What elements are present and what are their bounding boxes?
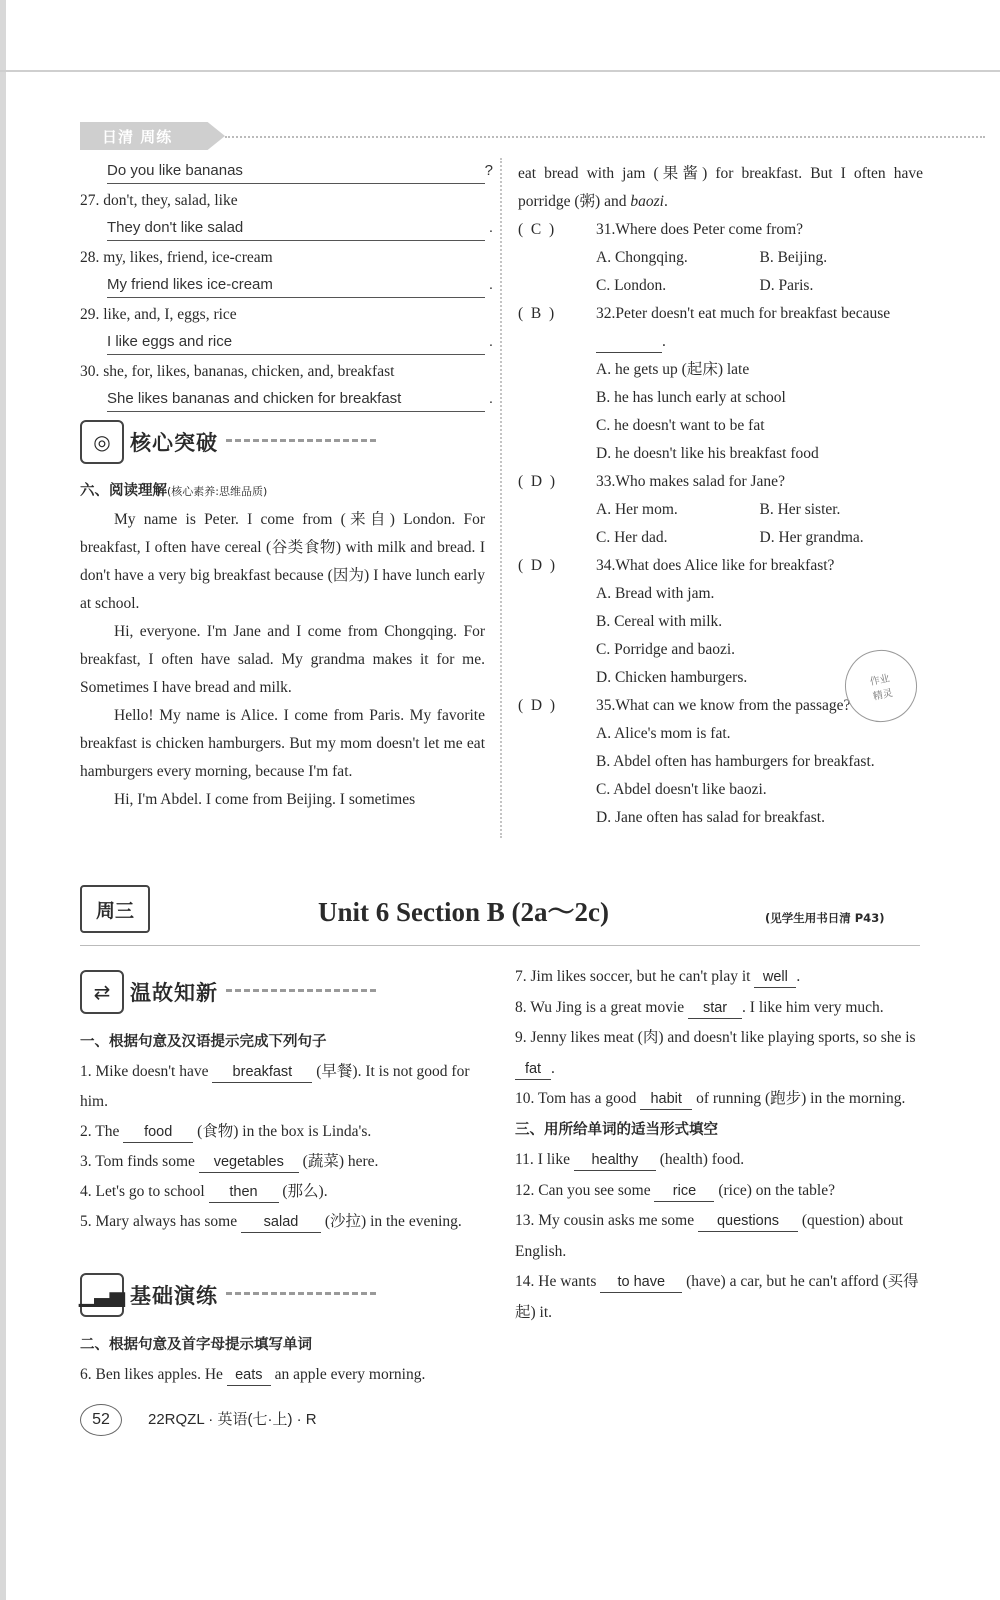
fill-item: 14. He wants to have (have) a car, but he can't afford (买得起) it.: [515, 1273, 919, 1321]
paragraph: Hello! My name is Alice. I come from Paris. My favorite breakfast is chicken hamburgers. But my mom doesn't let me eat hamburgers every morning, because I'm fat.: [80, 707, 485, 780]
question-32: ( B ) 32.Peter doesn't eat much for breakfast because . A. he gets up (起床) late B. he has lunch early at school C. he doesn't want to be fat D. he doesn't like his breakfast food: [518, 305, 891, 462]
answer-line: Do you like bananas ?: [107, 158, 485, 184]
title-divider: [80, 945, 920, 946]
fill-item: 7. Jim likes soccer, but he can't play it well .: [515, 962, 920, 993]
basic-banner: ▁▃▅ 基础演练: [80, 1273, 376, 1317]
paragraph: My name is Peter. I come from (来自) London. For breakfast, I often have cereal (谷类食物) with milk and bread. I don't have a very big breakfast because (因为) I have lunch early at school.: [80, 511, 485, 612]
part2-left: [80, 1330, 485, 1390]
target-icon: ◎: [80, 420, 124, 464]
paragraph: Hi, everyone. I'm Jane and I come from Chongqing. For breakfast, I often have salad. My grandma makes it for me. Sometimes I have bread and milk.: [80, 623, 485, 696]
fill-item: 1. Mike doesn't have breakfast (早餐). It is not good for him.: [80, 1063, 470, 1110]
unit-title: Unit 6 Section B (2a～2c): [318, 897, 609, 927]
arrows-icon: ⇄: [80, 970, 124, 1014]
right-column-top: [518, 160, 923, 832]
page-edge: [0, 0, 6, 1600]
fill-item: 4. Let's go to school then (那么).: [80, 1177, 485, 1207]
left-column-top: [80, 158, 493, 415]
reorder-item: 27. don't, they, salad, like They don't like salad .: [80, 187, 485, 241]
passage-continuation: eat bread with jam (果酱) for breakfast. But I often have porridge (粥) and baozi.: [518, 165, 923, 210]
header-tag: 日清 周练: [102, 128, 173, 146]
footer-code: 22RQZL · 英语(七·上) · R: [148, 1411, 317, 1428]
reading-passage: [80, 477, 485, 814]
reorder-item: 28. my, likes, friend, ice-cream My friend likes ice-cream .: [80, 244, 485, 298]
reading-heading: 六、阅读理解(核心素养:思维品质): [80, 483, 268, 499]
review-banner: ⇄ 温故知新: [80, 970, 376, 1014]
part3-heading: 三、用所给单词的适当形式填空: [515, 1121, 718, 1138]
part1: [80, 1027, 485, 1237]
fill-item: 2. The food (食物) in the box is Linda's.: [80, 1117, 485, 1147]
reorder-item: 30. she, for, likes, bananas, chicken, and, breakfast She likes bananas and chicken for breakfast .: [80, 358, 485, 412]
fill-item: 8. Wu Jing is a great movie star . I like him very much.: [515, 993, 920, 1024]
reorder-item: 29. like, and, I, eggs, rice I like eggs and rice .: [80, 301, 485, 355]
fill-item: 3. Tom finds some vegetables (蔬菜) here.: [80, 1147, 485, 1177]
fill-item: 13. My cousin asks me some questions (question) about English.: [515, 1212, 904, 1260]
homework-stamp: 作业 精灵: [838, 643, 923, 728]
question-31: ( C ) 31.Where does Peter come from? A. Chongqing. B. Beijing. C. London. D. Paris.: [518, 221, 828, 294]
column-divider: [500, 158, 502, 838]
fill-item: 11. I like healthy (health) food.: [515, 1145, 920, 1176]
bar-chart-icon: ▁▃▅: [80, 1273, 124, 1317]
right-column-bottom: [515, 962, 920, 1328]
header-ribbon: [80, 122, 225, 150]
part2-heading: 二、根据句意及首字母提示填写单词: [80, 1337, 312, 1353]
fill-item: 9. Jenny likes meat (肉) and doesn't like playing sports, so she is fat .: [515, 1023, 920, 1084]
fill-item: 10. Tom has a good habit of running (跑步) in the morning.: [515, 1084, 920, 1115]
paragraph: Hi, I'm Abdel. I come from Beijing. I sometimes: [114, 791, 416, 808]
fill-item: 5. Mary always has some salad (沙拉) in the evening.: [80, 1207, 485, 1237]
core-banner: ◎ 核心突破: [80, 420, 376, 464]
week-tag: 周三: [80, 885, 150, 933]
part1-heading: 一、根据句意及汉语提示完成下列句子: [80, 1034, 327, 1050]
question-35: ( D ) 35.What can we know from the passage? A. Alice's mom is fat. B. Abdel often has hamburgers for breakfast. C. Abdel doesn't like baozi. D. Jane often has salad for breakfast.: [518, 697, 875, 826]
question-34: ( D ) 34.What does Alice like for breakfast? A. Bread with jam. B. Cereal with milk. C. Porridge and baozi. D. Chicken hamburgers.: [518, 557, 835, 686]
top-edge: [0, 70, 1000, 72]
question-33: ( D ) 33.Who makes salad for Jane? A. Her mom. B. Her sister. C. Her dad. D. Her grandma.: [518, 473, 864, 546]
header-dotted-line: [225, 136, 985, 138]
unit-reference: (见学生用书日清 P43): [765, 911, 885, 925]
fill-item: 6. Ben likes apples. He eats an apple every morning.: [80, 1360, 485, 1390]
fill-item: 12. Can you see some rice (rice) on the table?: [515, 1176, 920, 1207]
page-number: 52: [80, 1404, 122, 1436]
